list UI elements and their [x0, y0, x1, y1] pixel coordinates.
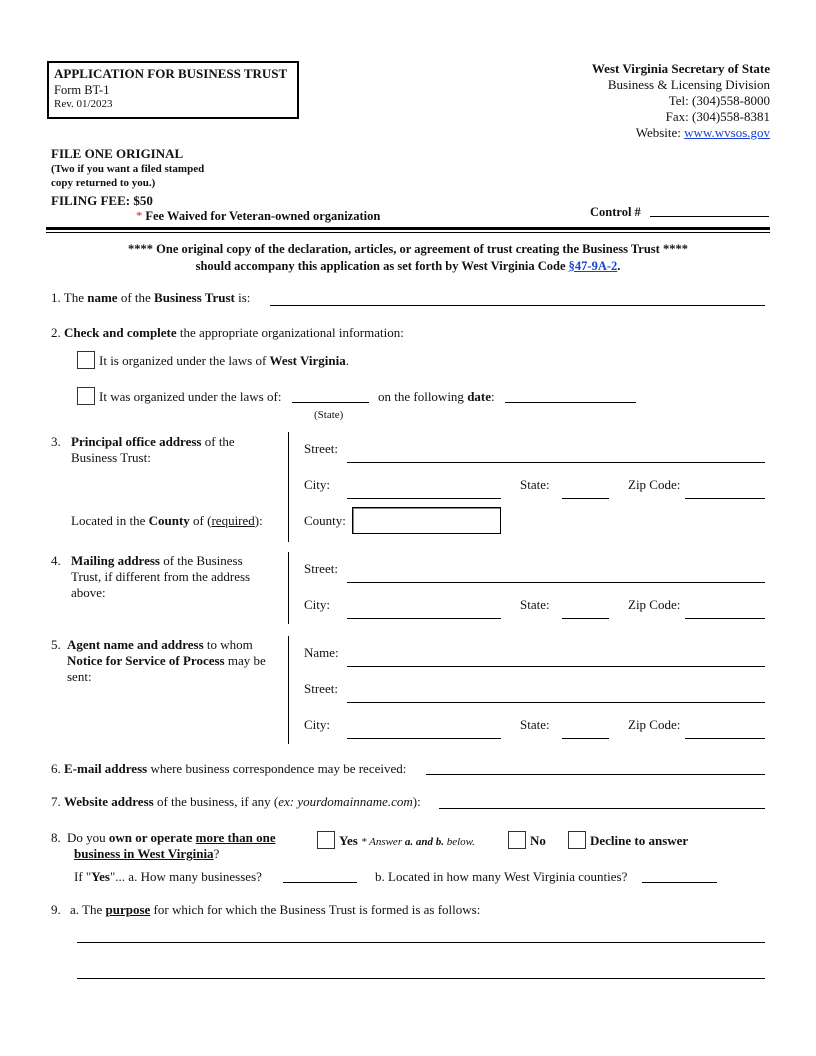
mailing-zip-field[interactable]: [685, 618, 765, 619]
opt1-post: .: [345, 353, 349, 368]
q4-label: [51, 553, 251, 600]
q8-no-checkbox[interactable]: [508, 831, 526, 849]
notice-line2: should accompany this application as set forth by West Virginia Code: [195, 259, 569, 273]
sos-website-link[interactable]: www.wvsos.gov: [684, 125, 770, 140]
filing-fee-value: : $50: [125, 193, 153, 208]
q2-bold: Check and complete: [64, 325, 177, 340]
q8-yes-note-pre: Answer: [369, 836, 405, 848]
q4-number: 4.: [51, 553, 61, 568]
form-header-box: [47, 61, 299, 119]
q1-text-pre: The: [63, 290, 88, 305]
agent-state-field[interactable]: [562, 738, 609, 739]
q8-decline-label: [590, 833, 688, 849]
q8-yes-text: Yes: [339, 833, 358, 848]
q9-bold-purpose: purpose: [105, 902, 151, 917]
waiver-text: Fee Waived for Veteran-owned organization: [142, 209, 381, 223]
q5-post1: to whom: [203, 637, 253, 652]
q6-bold: E-mail address: [64, 761, 148, 776]
q6-text: where business correspondence may be received:: [147, 761, 407, 776]
q4-street-label: Street:: [304, 561, 338, 576]
q5-street-label: Street:: [304, 681, 338, 696]
q8-yes-checkbox[interactable]: [317, 831, 335, 849]
q8-no-text: No: [530, 833, 546, 848]
county-bold: County: [148, 513, 190, 528]
q8a-text: "... a. How many businesses?: [110, 869, 262, 884]
q3-bold: Principal office address: [71, 434, 202, 449]
q8-decline-checkbox[interactable]: [568, 831, 586, 849]
q3-state-label: State:: [520, 477, 550, 492]
q5-zip-label: Zip Code:: [628, 717, 681, 732]
q3-post1: of the: [201, 434, 235, 449]
mailing-street-field[interactable]: [347, 582, 765, 583]
sos-name: West Virginia Secretary of State: [591, 61, 770, 76]
organized-wv-checkbox[interactable]: [77, 351, 95, 369]
q4-state-label: State:: [520, 597, 550, 612]
divider-thin: [46, 232, 770, 233]
agent-street-field[interactable]: [347, 702, 765, 703]
purpose-line-2[interactable]: [77, 978, 765, 979]
organized-other-checkbox[interactable]: [77, 387, 95, 405]
code-link[interactable]: §47-9A-2: [568, 259, 618, 273]
q4-line2: Trust, if different from the address: [71, 569, 251, 584]
website-field[interactable]: [439, 808, 765, 809]
organized-date-field[interactable]: [505, 402, 636, 403]
q2-label: [51, 325, 404, 341]
waiver-asterisk: *: [136, 209, 143, 223]
q4-divider: [288, 552, 289, 624]
q8-bold1: own or operate: [108, 830, 193, 845]
file-one-original: FILE ONE ORIGINAL: [51, 146, 184, 161]
notice-text: [46, 241, 770, 275]
opt1-bold: West Virginia: [269, 353, 346, 368]
organized-date-label: [378, 389, 495, 405]
q8-yes-note-star: *: [361, 836, 370, 848]
organized-other-label: It was organized under the laws of:: [99, 389, 282, 404]
opt1-pre: It is organized under the laws of: [99, 353, 270, 368]
organized-wv-label: [99, 353, 349, 369]
q8-yes-note-post: below.: [443, 836, 475, 848]
state-caption: (State): [314, 409, 344, 421]
q5-name-label: Name:: [304, 645, 339, 660]
q5-bold2: Notice for Service of Process: [67, 653, 225, 668]
opt2-mid: on the following: [378, 389, 468, 404]
q4-line3: above:: [71, 585, 106, 600]
sos-website-label: Website:: [635, 125, 685, 140]
q8-yes-note-bold: a. and b.: [404, 836, 444, 848]
q5-bold1: Agent name and address: [67, 637, 204, 652]
q2-text: the appropriate organizational information:: [176, 325, 404, 340]
q8-bold-underline2: business in West Virginia: [74, 846, 214, 861]
q8-pre: Do you: [67, 830, 109, 845]
county-input[interactable]: [352, 507, 501, 534]
agent-zip-field[interactable]: [685, 738, 765, 739]
q7-post: ):: [412, 794, 421, 809]
q3-number: 3.: [51, 434, 61, 449]
mailing-city-field[interactable]: [347, 618, 501, 619]
agent-name-field[interactable]: [347, 666, 765, 667]
fee-waiver: [136, 209, 380, 224]
organized-state-field[interactable]: [292, 402, 369, 403]
mailing-state-field[interactable]: [562, 618, 609, 619]
q8b-county-count-field[interactable]: [642, 882, 717, 883]
q3-city-label: City:: [304, 477, 331, 492]
q5-number: 5.: [51, 637, 61, 652]
q7-number: 7.: [51, 794, 61, 809]
opt2-post: :: [491, 389, 495, 404]
county-pre: Located in the: [71, 513, 149, 528]
filing-fee-label: FILING FEE: [51, 193, 126, 208]
q6-number: 6.: [51, 761, 61, 776]
q8-question-mark: ?: [213, 846, 220, 861]
q4-zip-label: Zip Code:: [628, 597, 681, 612]
file-note-line1: (Two if you want a filed stamped: [51, 163, 205, 175]
q8-label: [51, 830, 276, 861]
control-number-field[interactable]: [650, 216, 769, 217]
q5-label: [51, 637, 266, 684]
form-number: Form BT-1: [54, 83, 110, 97]
q1-label: [51, 290, 250, 306]
q1-bold-name: name: [87, 290, 118, 305]
control-number-label: Control #: [590, 205, 641, 219]
q3-line2: Business Trust:: [71, 450, 151, 465]
county-underline: required: [211, 513, 255, 528]
q8-decline-text: Decline to answer: [590, 833, 689, 848]
q4-city-label: City:: [304, 597, 331, 612]
q1-text-mid: of the: [117, 290, 155, 305]
q9-post: for which for which the Business Trust is formed is as follows:: [150, 902, 481, 917]
q8-bold-underline1: more than one: [195, 830, 276, 845]
sos-fax: Fax: (304)558-8381: [665, 109, 770, 124]
q3-divider: [288, 432, 289, 542]
q4-bold: Mailing address: [71, 553, 160, 568]
q8b-label: b. Located in how many West Virginia counties?: [375, 869, 628, 884]
sos-division: Business & Licensing Division: [607, 77, 770, 92]
agent-city-field[interactable]: [347, 738, 501, 739]
divider-thick: [46, 227, 770, 230]
q3-county-label: County:: [304, 513, 346, 528]
county-required-label: [71, 513, 263, 529]
q8a-label: [74, 869, 262, 885]
principal-street-field[interactable]: [347, 462, 765, 463]
q6-label: [51, 761, 406, 777]
sos-tel: Tel: (304)558-8000: [668, 93, 770, 108]
q7-mid: of the business, if any (: [153, 794, 279, 809]
q3-zip-label: Zip Code:: [628, 477, 681, 492]
business-trust-name-field[interactable]: [270, 305, 765, 306]
q3-label: [51, 434, 235, 465]
q9-number: 9.: [51, 902, 61, 917]
file-note-line2: copy returned to you.): [51, 177, 156, 189]
q8a-if-pre: If ": [74, 869, 92, 884]
q8-yes-label: [339, 833, 475, 849]
sos-contact-block: [592, 61, 770, 141]
notice-line1: **** One original copy of the declaration, articles, or agreement of trust creating the Business Trust ****: [128, 242, 688, 256]
q5-divider: [288, 636, 289, 744]
q1-number: 1.: [51, 290, 61, 305]
form-title: APPLICATION FOR BUSINESS TRUST: [54, 66, 288, 81]
q8a-business-count-field[interactable]: [283, 882, 357, 883]
county-post: ):: [254, 513, 263, 528]
q1-bold-trust: Business Trust: [154, 290, 235, 305]
file-note: [51, 162, 204, 190]
county-mid: of (: [189, 513, 212, 528]
q1-text-post: is:: [234, 290, 251, 305]
purpose-line-1[interactable]: [77, 942, 765, 943]
email-field[interactable]: [426, 774, 765, 775]
q4-post1: of the Business: [159, 553, 243, 568]
q8a-if-bold: Yes: [91, 869, 110, 884]
form-revision: Rev. 01/2023: [54, 98, 113, 110]
q2-number: 2.: [51, 325, 61, 340]
q5-line3: sent:: [67, 669, 92, 684]
q9-label: [51, 902, 480, 918]
q7-label: [51, 794, 421, 810]
q3-street-label: Street:: [304, 441, 338, 456]
q8-no-label: [530, 833, 546, 849]
q7-example: ex: yourdomainname.com: [278, 794, 413, 809]
principal-zip-field[interactable]: [685, 498, 765, 499]
notice-line2-end: .: [617, 259, 621, 273]
q8-number: 8.: [51, 830, 61, 845]
q9-pre: a. The: [70, 902, 106, 917]
q7-bold: Website address: [64, 794, 154, 809]
principal-state-field[interactable]: [562, 498, 609, 499]
opt2-bold-date: date: [467, 389, 492, 404]
q5-post2: may be: [224, 653, 266, 668]
principal-city-field[interactable]: [347, 498, 501, 499]
filing-fee: [51, 193, 153, 209]
q5-city-label: City:: [304, 717, 331, 732]
q5-state-label: State:: [520, 717, 550, 732]
